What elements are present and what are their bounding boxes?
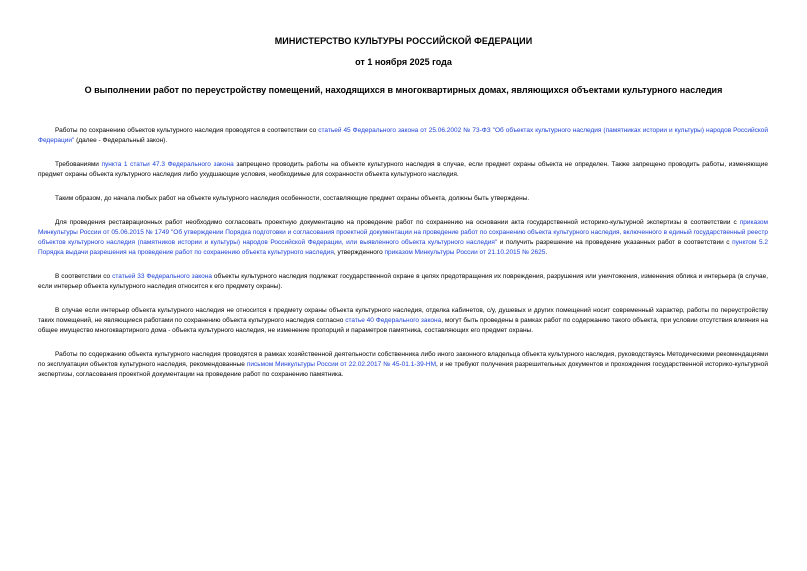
order-2625-link[interactable]: приказом Минкультуры России от 21.10.2015 № 2625 — [384, 249, 546, 257]
law-73fz-article-45-link[interactable]: статьей 45 Федерального закона от 25.06.2002 № 73-ФЗ "Об объектах культурного наследия (памятниках истории и культуры) народов Российской Федерации" — [38, 127, 768, 145]
letter-45-01-link[interactable]: письмом Минкультуры России от 22.02.2017 № 45-01.1-39-НМ — [246, 361, 436, 369]
document-title: О выполнении работ по переустройству помещений, находящихся в многоквартирных домах, являющихся объектами культурного наследия — [84, 85, 723, 95]
paragraph-7: Работы по содержанию объекта культурного наследия проводятся в рамках хозяйственной деятельности собственника либо иного законного владельца объекта культурного наследия, руководствуясь Методическими рекомендациями по эксплуатации объектов культурного наследия, рекомендованные письмом Минкультуры России от 22.02.2017 № 45-01.1-39-НМ, и не требуют получения разрешительных документов и прохождения государственной историко-культурной экспертизы, согласования проектной документации на проведение работ по сохранению памятника. — [38, 350, 768, 379]
paragraph-6: В случае если интерьер объекта культурного наследия не относится к предмету охраны объекта культурного наследия, отделка кабинетов, с/у, душевых и других помещений носит современный характер, работы по переустройству таких помещений, не являющиеся работами по сохранению объекта культурного наследия согласно статье 40 Федерального закона, могут быть проведены в рамках работ по содержанию такого объекта, при условии отсутствия влияния на общее имущество многоквартирного дома - объекта культурного наследия, не изменение пропорций и параметров памятника, составляющих его предмет охраны. — [38, 306, 768, 335]
paragraph-4: Для проведения реставрационных работ необходимо согласовать проектную документацию на проведение работ по сохранению на основании акта государственной историко-культурной экспертизы в соответствии с приказом Минкультуры России от 05.06.2015 № 1749 "Об утверждении Порядка подготовки и согласования проектной документации на проведение работ по сохранению объекта культурного наследия, включенного в единый государственный реестр объектов культурного наследия (памятников истории и культуры) народов Российской Федерации, или выявленного объекта культурного наследия" и получить разрешение на проведение указанных работ в соответствии с пунктом 5.2 Порядка выдачи разрешения на проведение работ по сохранению объекта культурного наследия, утвержденного приказом Минкультуры России от 21.10.2015 № 2625. — [38, 218, 768, 257]
article-40-link[interactable]: статье 40 Федерального закона — [345, 316, 442, 324]
article-33-link[interactable]: статьей 33 Федерального закона — [112, 272, 212, 280]
paragraph-1: Работы по сохранению объектов культурного наследия проводятся в соответствии со статьей 45 Федерального закона от 25.06.2002 № 73-ФЗ "Об объектах культурного наследия (памятниках истории и культуры) народов Российской Федерации" (далее - Федеральный закон). — [38, 127, 768, 145]
clause-5-2-link[interactable]: пунктом 5.2 Порядка выдачи разрешения на проведение работ по сохранению объекта культурного наследия — [38, 238, 768, 257]
paragraph-5: В соответствии со статьей 33 Федерального закона объекты культурного наследия подлежат государственной охране в целях предотвращения их повреждения, разрушения или уничтожения, изменения облика и интерьера (в случае, если интерьер объекта культурного наследия относится к его предмету охраны). — [38, 272, 768, 291]
paragraph-3: Таким образом, до начала любых работ на объекте культурного наследия особенности, составляющие предмет охраны объекта, должны быть утверждены. — [55, 194, 530, 202]
order-1749-link[interactable]: приказом Минкультуры России от 05.06.2015 № 1749 "Об утверждении Порядка подготовки и согласования проектной документации на проведение работ по сохранению объекта культурного наследия, включенного в единый государственный реестр объектов культурного наследия (памятников истории и культуры) народов Российской Федерации, или выявленного объекта культурного наследия" — [38, 218, 768, 246]
document-body — [38, 126, 768, 394]
document-date: от 1 ноября 2025 года — [355, 57, 452, 67]
paragraph-2: Требованиями пункта 1 статьи 47.3 Федерального закона запрещено проводить работы на объекте культурного наследия в случае, если предмет охраны объекта не определен. Также запрещено проводить работы, изменяющие предмет охраны объекта культурного наследия либо ухудшающие условия, необходимые для сохранности объекта культурного наследия. — [38, 160, 768, 179]
article-47-3-link[interactable]: пункта 1 статьи 47.3 Федерального закона — [101, 160, 234, 168]
ministry-heading: МИНИСТЕРСТВО КУЛЬТУРЫ РОССИЙСКОЙ ФЕДЕРАЦИИ — [274, 36, 533, 46]
